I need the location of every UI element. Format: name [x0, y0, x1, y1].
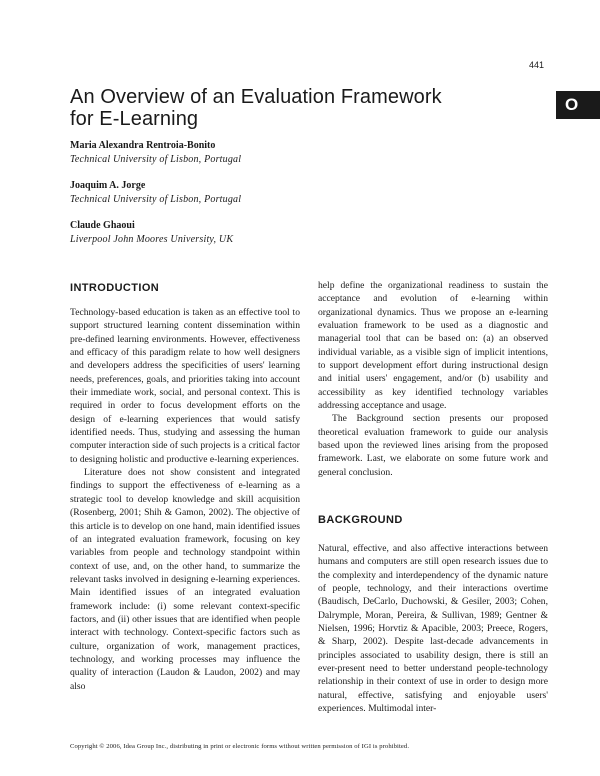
paragraph: help define the organizational readiness to sustain the acceptance and evolution of e-learning within organizational dynamics. Thus we propose an e-learning evaluation framework to be used as a diagnostic and managerial tool that can be based on: (a) an observed individual variable, as a visible sign of implicit intentions, to support development effort during instructional design and initial users' engagement, and/or (b) usability and accessibility as key identified technology variables addressing acceptance and usage. [318, 280, 548, 412]
introduction-body [70, 306, 300, 693]
title-line-1: An Overview of an Evaluation Framework [70, 86, 442, 108]
paragraph: Literature does not show consistent and integrated findings to support the effectiveness of e-learning as a strategic tool to develop knowledge and skill acquisition (Rosenberg, 2001; Shih & Gamon, 2002). The objective of this article is to develop on one hand, main identified issues of an integrated evaluation framework, focusing on key variables from people and technology standpoint within context of use, and, on the other hand, to summarize the relevant tasks involved in designing e-learning experiences. Main identified issues of an integrated evaluation framework include: (i) some relevant context-specific factors, and (ii) other issues that are identified when people interact with technology. Context-specific factors such as culture, organization of work, management practices, technology, and working processes may influence the quality of interaction (Laudon & Laudon, 2002) and may also [70, 467, 300, 692]
author-3 [70, 219, 233, 247]
author-affiliation: Technical University of Lisbon, Portugal [70, 194, 242, 205]
author-1 [70, 139, 241, 167]
paragraph: The Background section presents our proposed theoretical evaluation framework to guide our analysis based upon the reviewed lines arising from the proposed framework. Last, we elaborate on some future work and general conclusion. [318, 413, 548, 478]
author-2 [70, 179, 241, 207]
background-body [318, 542, 548, 715]
title-line-2: for E-Learning [70, 108, 199, 130]
author-affiliation: Liverpool John Moores University, UK [70, 234, 234, 245]
section-letter-tab: O [556, 91, 600, 119]
background-heading: BACKGROUND [318, 514, 403, 526]
introduction-heading: INTRODUCTION [70, 282, 160, 294]
page-number: 441 [529, 60, 545, 70]
author-name: Claude Ghaoui [70, 220, 135, 231]
author-affiliation: Technical University of Lisbon, Portugal [70, 154, 242, 165]
introduction-body-continued [318, 279, 548, 479]
author-name: Joaquim A. Jorge [70, 180, 146, 191]
paragraph: Natural, effective, and also affective interactions between humans and computers are still open research issues due to the complexity and interdependency of the dynamic nature of people, technology, and their interactions overtime (Baudisch, DeCarlo, Duchowski, & Gesiler, 2003; Cohen, Dalrymple, Moran, Pereira, & Sullivan, 1989; Gentner & Nielsen, 1996; Horvtiz & Apacible, 2003; Preece, Rogers, & Sharp, 2002). Despite last-decade advancements in principles associated to usability design, there is still an ever-present need to better understand people-technology relationship in their context of use in order to design more natural, effective, satisfying and enjoyable users' experiences. Multimodal inter- [318, 543, 548, 715]
author-name: Maria Alexandra Rentroia-Bonito [70, 140, 216, 151]
copyright-footer: Copyright © 2006, Idea Group Inc., distributing in print or electronic forms without written permission of IGI is prohibited. [70, 743, 410, 750]
article-title [70, 86, 540, 130]
paragraph: Technology-based education is taken as an effective tool to support structured learning content dissemination within pre-defined learning environments. However, effectiveness and efficacy of this paradigm relate to how well designers and developers address the specificities of users' learning needs, preferences, goals, and priorities taking into account their immediate work, social, and personal context. This is required in order to focus development efforts on the design of e-learning experiences that would satisfy identified needs. Thus, studying and assessing the human computer interaction side of such projects is a critical factor to designing holistic and productive e-learning experiences. [70, 307, 300, 465]
